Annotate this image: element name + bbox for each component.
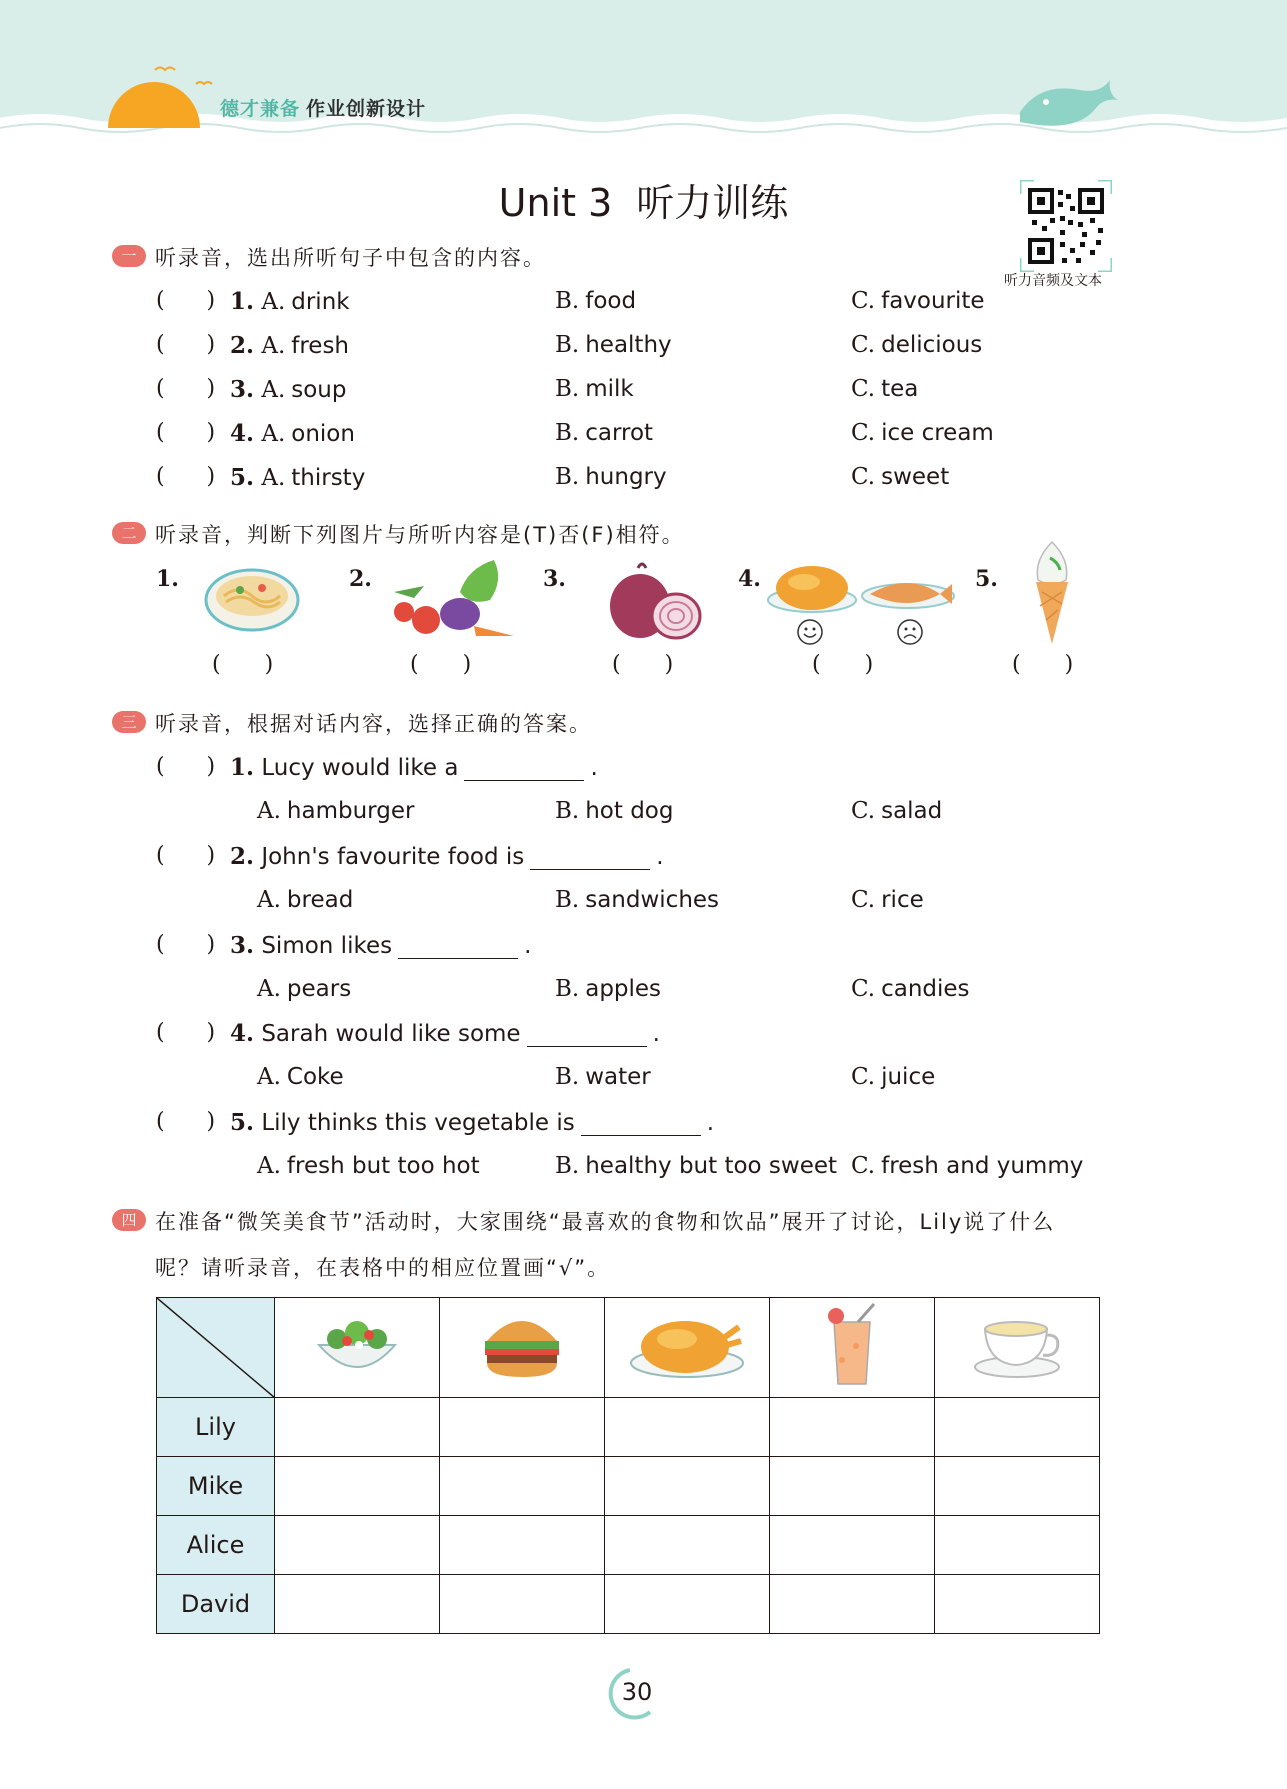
- question-option-a: A. bread: [257, 887, 354, 913]
- brand-subtitle: 作业创新设计: [306, 98, 427, 120]
- fill-blank[interactable]: [398, 939, 518, 959]
- check-cell[interactable]: [275, 1516, 440, 1575]
- section1-badge: 一: [112, 245, 146, 267]
- answer-blank[interactable]: (): [212, 652, 318, 677]
- question-option-c: C. fresh and yummy: [851, 1153, 1084, 1179]
- column-tea: [935, 1298, 1100, 1398]
- check-cell[interactable]: [440, 1457, 605, 1516]
- check-cell[interactable]: [935, 1516, 1100, 1575]
- answer-blank[interactable]: ( ): [156, 464, 216, 489]
- question-option-c: C. sweet: [851, 464, 950, 490]
- picture-number: 1.: [156, 566, 179, 592]
- question-option-a: 5. A. thirsty: [230, 464, 366, 491]
- row-name: Lily: [157, 1398, 275, 1457]
- qr-code-icon[interactable]: [1020, 180, 1112, 272]
- answer-blank[interactable]: ( ): [156, 420, 216, 445]
- question-option-b: B. water: [555, 1064, 651, 1090]
- fill-blank[interactable]: [527, 1027, 647, 1047]
- column-hamburger: [440, 1298, 605, 1398]
- section3-badge: 三: [112, 711, 146, 733]
- picture-number: 3.: [543, 566, 566, 592]
- ice-cream-icon: [1030, 540, 1074, 648]
- check-cell[interactable]: [935, 1398, 1100, 1457]
- row-name: Mike: [157, 1457, 275, 1516]
- question-option-b: B. sandwiches: [555, 887, 720, 913]
- question-option-b: B. apples: [555, 976, 662, 1002]
- question-option-b: B. hot dog: [555, 798, 674, 824]
- noodle-soup-icon: [204, 562, 300, 638]
- check-cell[interactable]: [275, 1575, 440, 1634]
- whale-icon: [1020, 80, 1118, 126]
- section3-instruction: 听录音，根据对话内容，选择正确的答案。: [155, 712, 592, 736]
- answer-blank[interactable]: ( ): [156, 288, 216, 313]
- page-header: [0, 0, 1287, 150]
- chicken-and-fish-icon: [766, 556, 956, 652]
- question-stem: 4. Sarah would like some .: [230, 1020, 660, 1047]
- question-option-a: 3. A. soup: [230, 376, 347, 403]
- question-option-a: A. fresh but too hot: [257, 1153, 480, 1179]
- row-name: David: [157, 1575, 275, 1634]
- brand-name: 德才兼备: [220, 98, 301, 120]
- question-option-b: B. healthy but too sweet: [555, 1153, 838, 1179]
- check-cell[interactable]: [770, 1575, 935, 1634]
- check-cell[interactable]: [935, 1457, 1100, 1516]
- tea-cup-icon: [967, 1305, 1067, 1385]
- check-cell[interactable]: [935, 1575, 1100, 1634]
- check-cell[interactable]: [770, 1457, 935, 1516]
- onion-icon: [604, 558, 704, 642]
- fill-blank[interactable]: [581, 1116, 701, 1136]
- question-option-c: C. juice: [851, 1064, 936, 1090]
- favourite-food-table: [156, 1297, 1100, 1634]
- question-option-a: A. hamburger: [257, 798, 415, 824]
- picture-number: 4.: [738, 566, 761, 592]
- picture-number: 5.: [975, 566, 998, 592]
- question-option-b: B. food: [555, 288, 637, 314]
- question-option-c: C. tea: [851, 376, 919, 402]
- question-option-b: B. healthy: [555, 332, 672, 358]
- check-cell[interactable]: [440, 1575, 605, 1634]
- section4-instruction-line2: 呢？请听录音，在表格中的相应位置画“√”。: [155, 1256, 611, 1280]
- answer-blank[interactable]: (): [812, 652, 918, 677]
- question-option-c: C. rice: [851, 887, 924, 913]
- vegetables-icon: [384, 552, 520, 644]
- answer-blank[interactable]: ( ): [156, 1109, 216, 1134]
- question-stem: 1. Lucy would like a .: [230, 754, 598, 781]
- column-salad: [275, 1298, 440, 1398]
- question-option-a: A. pears: [257, 976, 352, 1002]
- check-cell[interactable]: [440, 1516, 605, 1575]
- answer-blank[interactable]: ( ): [156, 843, 216, 868]
- answer-blank[interactable]: ( ): [156, 932, 216, 957]
- question-option-c: C. ice cream: [851, 420, 994, 446]
- answer-blank[interactable]: ( ): [156, 376, 216, 401]
- section4-instruction-line1: 在准备“微笑美食节”活动时，大家围绕“最喜欢的食物和饮品”展开了讨论，Lily说了什么: [155, 1210, 1056, 1234]
- question-option-c: C. candies: [851, 976, 970, 1002]
- picture-number: 2.: [349, 566, 372, 592]
- check-cell[interactable]: [605, 1575, 770, 1634]
- header-decoration: [0, 0, 1287, 150]
- question-option-b: B. milk: [555, 376, 634, 402]
- question-option-c: C. delicious: [851, 332, 983, 358]
- question-stem: 2. John's favourite food is .: [230, 843, 664, 870]
- section4-badge: 四: [112, 1209, 146, 1231]
- column-chicken: [605, 1298, 770, 1398]
- answer-blank[interactable]: (): [410, 652, 516, 677]
- check-cell[interactable]: [770, 1516, 935, 1575]
- question-option-c: C. salad: [851, 798, 943, 824]
- check-cell[interactable]: [440, 1398, 605, 1457]
- check-cell[interactable]: [605, 1516, 770, 1575]
- answer-blank[interactable]: (): [612, 652, 718, 677]
- salad-icon: [307, 1305, 407, 1385]
- check-cell[interactable]: [605, 1457, 770, 1516]
- question-stem: 5. Lily thinks this vegetable is .: [230, 1109, 715, 1136]
- section2-badge: 二: [112, 522, 146, 544]
- check-cell[interactable]: [275, 1457, 440, 1516]
- hamburger-icon: [477, 1305, 567, 1385]
- section1-instruction: 听录音，选出所听句子中包含的内容。: [155, 246, 546, 270]
- column-juice: [770, 1298, 935, 1398]
- topic-label: 听力训练: [636, 181, 789, 225]
- unit-label: Unit 3: [498, 181, 613, 225]
- question-option-b: B. hungry: [555, 464, 667, 490]
- question-option-a: 2. A. fresh: [230, 332, 350, 359]
- check-cell[interactable]: [275, 1398, 440, 1457]
- question-option-a: 4. A. onion: [230, 420, 355, 447]
- answer-blank[interactable]: ( ): [156, 754, 216, 779]
- table-corner: [157, 1298, 275, 1398]
- fill-blank[interactable]: [464, 761, 584, 781]
- section2-instruction: 听录音，判断下列图片与所听内容是(T)否(F)相符。: [155, 523, 685, 547]
- check-cell[interactable]: [605, 1398, 770, 1457]
- qr-label: 听力音频及文本: [1004, 273, 1102, 289]
- question-option-c: C. favourite: [851, 288, 985, 314]
- check-cell[interactable]: [770, 1398, 935, 1457]
- question-option-a: 1. A. drink: [230, 288, 350, 315]
- fill-blank[interactable]: [530, 850, 650, 870]
- sun-icon: [108, 82, 200, 128]
- juice-icon: [822, 1300, 882, 1390]
- row-name: Alice: [157, 1516, 275, 1575]
- question-option-a: A. Coke: [257, 1064, 344, 1090]
- roast-chicken-icon: [627, 1305, 747, 1385]
- answer-blank[interactable]: ( ): [156, 1020, 216, 1045]
- page-number: 30: [621, 1678, 653, 1706]
- question-option-b: B. carrot: [555, 420, 654, 446]
- question-stem: 3. Simon likes .: [230, 932, 532, 959]
- answer-blank[interactable]: (): [1012, 652, 1118, 677]
- answer-blank[interactable]: ( ): [156, 332, 216, 357]
- bird-icon: [155, 68, 212, 85]
